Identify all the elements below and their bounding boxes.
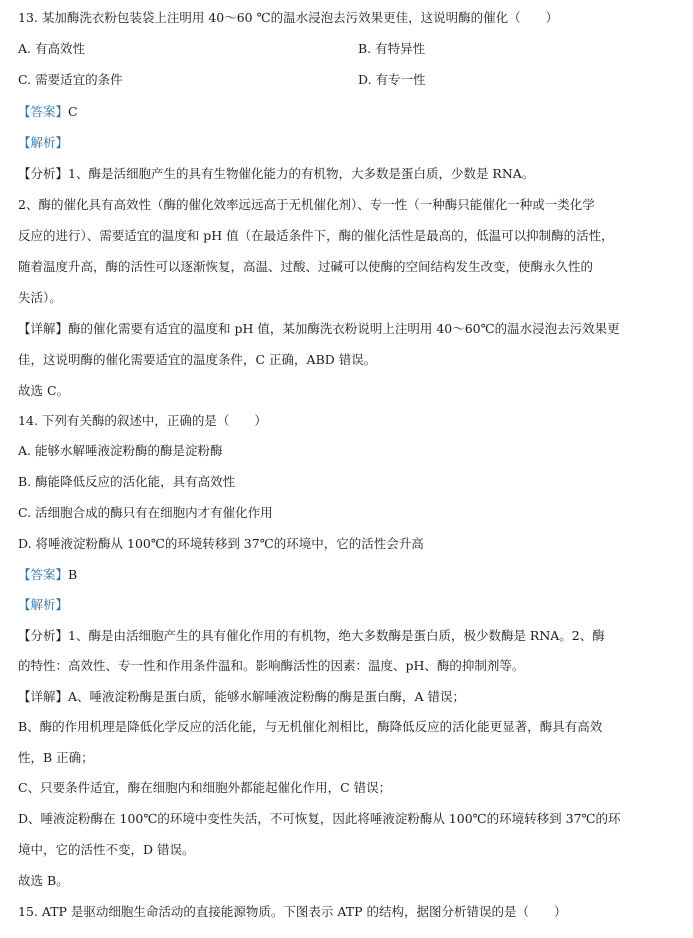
q14-analysis-b: 的特性：高效性、专一性和作用条件温和。影响酶活性的因素：温度、pH、酶的抑制剂等。	[18, 658, 525, 673]
q13-conclusion: 故选 C。	[18, 383, 70, 398]
q13-option-a: A. 有高效性	[18, 41, 85, 56]
q13-analysis-1: 【分析】1、酶是活细胞产生的具有生物催化能力的有机物，大多数是蛋白质，少数是 RNA。	[18, 166, 535, 181]
q13-options-row2	[18, 70, 683, 90]
q14-answer	[18, 565, 683, 585]
q14-analysis-label: 【解析】	[18, 597, 69, 612]
q13-option-b: B. 有特异性	[358, 41, 426, 56]
q13-analysis-2a: 2、酶的催化具有高效性（酶的催化效率远远高于无机催化剂）、专一性（一种酶只能催化一种或一类化学	[18, 197, 595, 212]
q14-option-a: A. 能够水解唾液淀粉酶的酶是淀粉酶	[18, 443, 223, 458]
q13-answer	[18, 102, 683, 122]
q14-detail-d2: 境中，它的活性不变，D 错误。	[18, 842, 195, 857]
q13-analysis-label: 【解析】	[18, 135, 69, 150]
q14-conclusion: 故选 B。	[18, 873, 69, 888]
q14-detail-b2: 性，B 正确；	[18, 750, 94, 765]
q14-answer-value: B	[68, 567, 78, 582]
q14-detail-a: 【详解】A、唾液淀粉酶是蛋白质，能够水解唾液淀粉酶的酶是蛋白酶，A 错误；	[18, 689, 466, 704]
q13-option-d: D. 有专一性	[358, 72, 426, 87]
q13-analysis-2b: 反应的进行）、需要适宜的温度和 pH 值（在最适条件下，酶的催化活性是最高的，低温可以抑制酶的活性，	[18, 228, 614, 243]
q13-detail-b: 佳，这说明酶的催化需要适宜的温度条件，C 正确，ABD 错误。	[18, 352, 377, 367]
q14-answer-label: 【答案】	[18, 567, 69, 582]
q13-options-row1	[18, 39, 683, 59]
q14-detail-b1: B、酶的作用机理是降低化学反应的活化能，与无机催化剂相比，酶降低反应的活化能更显著，酶具有高效	[18, 719, 603, 734]
q13-stem: 13. 某加酶洗衣粉包装袋上注明用 40～60 ℃的温水浸泡去污效果更佳，这说明酶的催化（ ）	[18, 10, 559, 25]
q14-detail-d1: D、唾液淀粉酶在 100℃的环境中变性失活，不可恢复，因此将唾液淀粉酶从 100℃的环境转移到 37℃的环	[18, 811, 621, 826]
q14-option-d: D. 将唾液淀粉酶从 100℃的环境转移到 37℃的环境中，它的活性会升高	[18, 536, 424, 551]
q14-option-c: C. 活细胞合成的酶只有在细胞内才有催化作用	[18, 505, 273, 520]
q14-analysis-a: 【分析】1、酶是由活细胞产生的具有催化作用的有机物，绝大多数酶是蛋白质，极少数酶是 RNA。2、酶	[18, 628, 605, 643]
q14-detail-c: C、只要条件适宜，酶在细胞内和细胞外都能起催化作用，C 错误；	[18, 780, 392, 795]
q13-option-c: C. 需要适宜的条件	[18, 72, 123, 87]
q13-answer-value: C	[68, 104, 78, 119]
q14-stem: 14. 下列有关酶的叙述中，正确的是（ ）	[18, 413, 267, 428]
q15-stem: 15. ATP 是驱动细胞生命活动的直接能源物质。下图表示 ATP 的结构，据图分析错误的是（ ）	[18, 904, 567, 919]
q13-detail-a: 【详解】酶的催化需要有适宜的温度和 pH 值，某加酶洗衣粉说明上注明用 40～60℃的温水浸泡去污效果更	[18, 321, 620, 336]
q14-option-b: B. 酶能降低反应的活化能，具有高效性	[18, 474, 236, 489]
q13-analysis-2d: 失活）。	[18, 290, 62, 305]
q13-analysis-2c: 随着温度升高，酶的活性可以逐渐恢复，高温、过酸、过碱可以使酶的空间结构发生改变，使酶永久性的	[18, 259, 594, 274]
q13-answer-label: 【答案】	[18, 104, 69, 119]
